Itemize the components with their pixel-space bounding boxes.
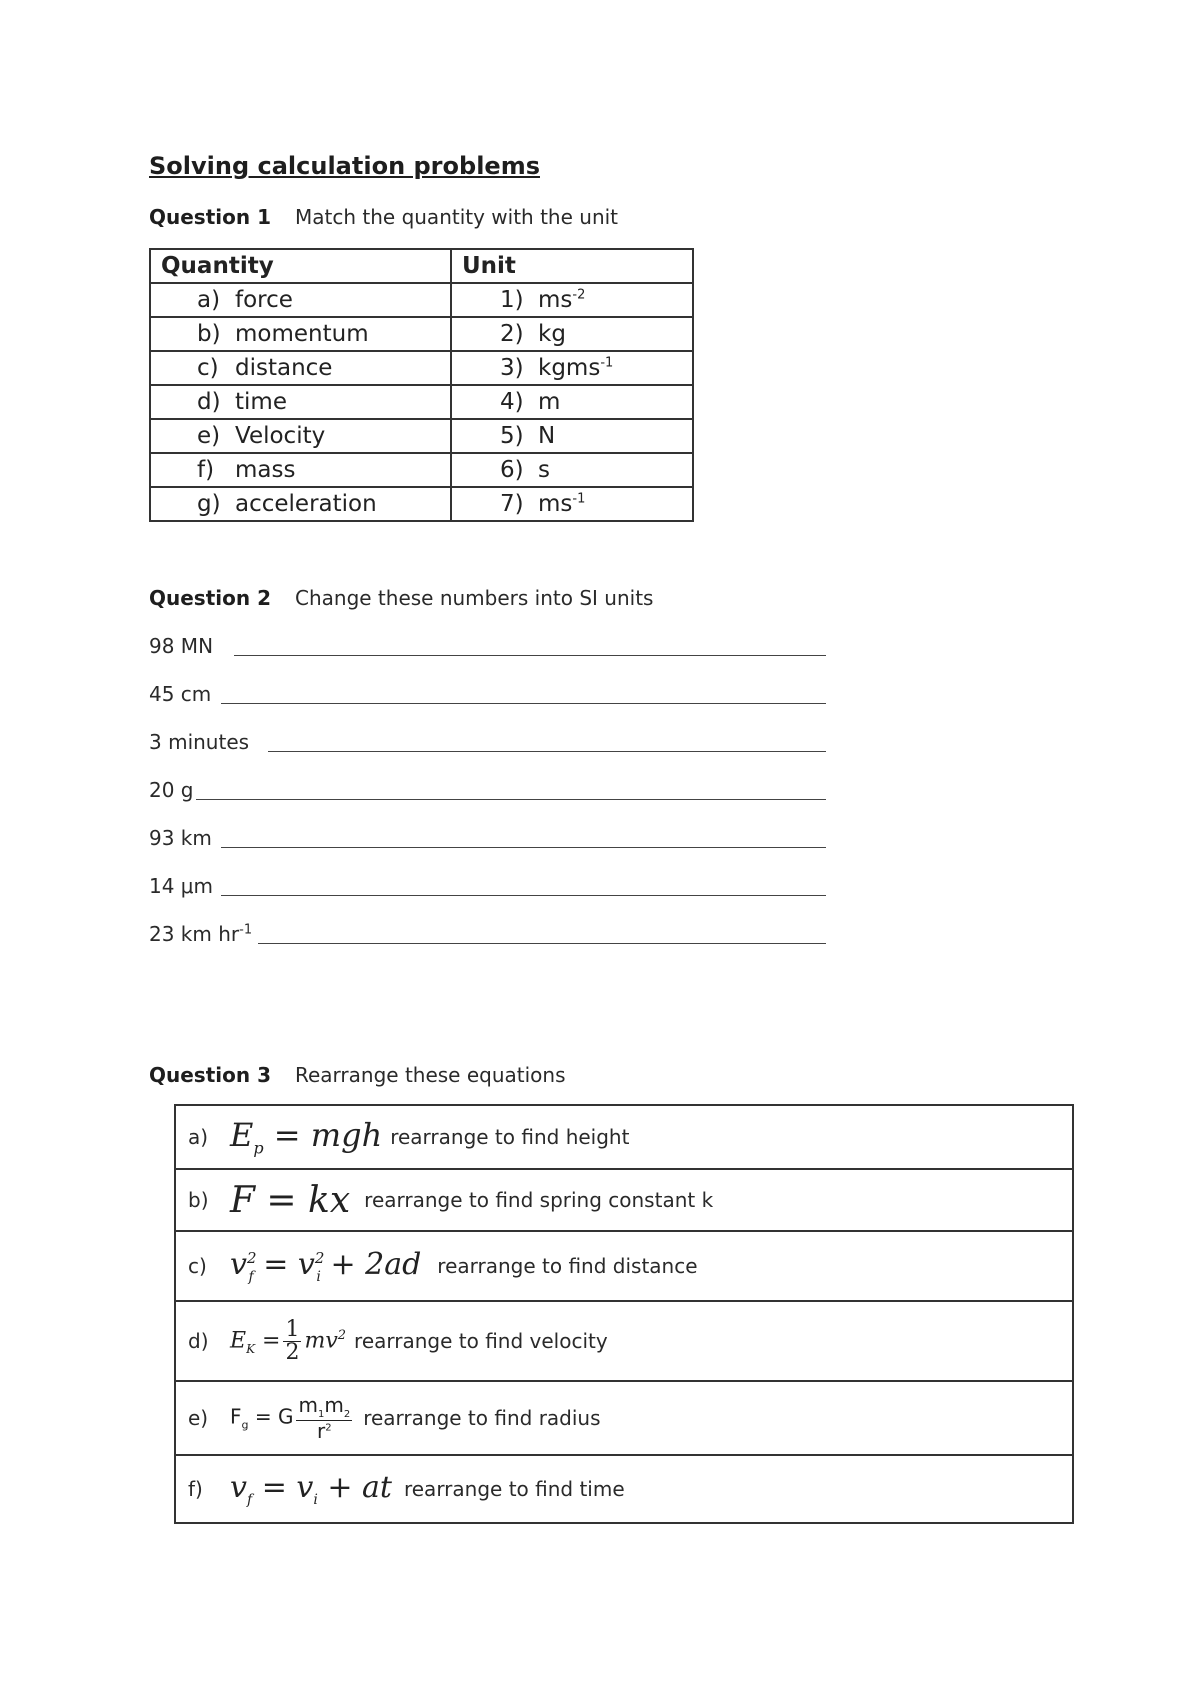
quantity-cell: c) distance xyxy=(150,351,451,385)
task-text: rearrange to find spring constant k xyxy=(364,1188,714,1212)
page-title: Solving calculation problems xyxy=(149,152,540,180)
unit-cell: 1) $ms^{-2}$ xyxy=(451,283,693,317)
row-label: f) xyxy=(188,1477,203,1501)
equation: F = kx xyxy=(230,1179,351,1221)
quantity-cell: f) mass xyxy=(150,453,451,487)
quantity-unit-table xyxy=(149,248,694,522)
q2-item: 98 MN xyxy=(149,634,214,658)
answer-line[interactable] xyxy=(221,895,826,896)
quantity-unit-row xyxy=(150,487,693,521)
answer-line[interactable] xyxy=(234,655,826,656)
equations-table xyxy=(174,1104,1074,1524)
q2-item: 3 minutes xyxy=(149,730,250,754)
equation-row xyxy=(176,1232,1072,1302)
quantity-cell: b) momentum xyxy=(150,317,451,351)
row-label: a) xyxy=(188,1125,209,1149)
equation: $F_g = G$ $\frac{m_1m_2}{r^2}$ xyxy=(230,1393,351,1443)
equation-row xyxy=(176,1382,1072,1456)
q3-heading: Question 3 xyxy=(149,1063,271,1087)
q2-item: 45 cm xyxy=(149,682,212,706)
col-unit: Unit xyxy=(451,249,693,283)
q1-instruction: Match the quantity with the unit xyxy=(295,205,619,229)
quantity-cell: d) time xyxy=(150,385,451,419)
quantity-unit-row xyxy=(150,419,693,453)
quantity-cell: e) Velocity xyxy=(150,419,451,453)
quantity-unit-row xyxy=(150,283,693,317)
q2-item: 14 μm xyxy=(149,874,214,898)
q3-instruction: Rearrange these equations xyxy=(295,1063,566,1087)
equation: $v^2_f = v^2_i + 2ad$ xyxy=(230,1247,422,1285)
q2-instruction: Change these numbers into SI units xyxy=(295,586,654,610)
answer-line[interactable] xyxy=(258,943,826,944)
equation-row xyxy=(176,1106,1072,1170)
task-text: rearrange to find height xyxy=(390,1125,630,1149)
col-quantity: Quantity xyxy=(150,249,451,283)
equation-row xyxy=(176,1170,1072,1232)
q2-heading: Question 2 xyxy=(149,586,271,610)
q2-item: 20 g xyxy=(149,778,194,802)
q2-item: 23 km hr xyxy=(149,922,240,946)
quantity-unit-row xyxy=(150,453,693,487)
quantity-unit-row xyxy=(150,385,693,419)
unit-cell: 6) s xyxy=(451,453,693,487)
unit-cell: 3) kgms$^{-1}$ xyxy=(451,351,693,385)
equation-row xyxy=(176,1456,1072,1522)
task-text: rearrange to find radius xyxy=(363,1406,601,1430)
answer-line[interactable] xyxy=(221,847,826,848)
answer-line[interactable] xyxy=(268,751,826,752)
row-label: b) xyxy=(188,1188,209,1212)
q2-item-last xyxy=(149,922,252,946)
quantity-cell: g) acceleration xyxy=(150,487,451,521)
task-text: rearrange to find velocity xyxy=(354,1329,608,1353)
q2-item: 93 km xyxy=(149,826,212,850)
equation-row xyxy=(176,1302,1072,1382)
quantity-unit-row xyxy=(150,317,693,351)
task-text: rearrange to find time xyxy=(403,1477,625,1501)
unit-cell: 5) N xyxy=(451,419,693,453)
unit-cell: 4) m xyxy=(451,385,693,419)
equation: $E_K$ = $\frac{1}{2}$ $mv^2$ xyxy=(230,1316,347,1365)
answer-line[interactable] xyxy=(196,799,826,800)
row-label: e) xyxy=(188,1406,209,1430)
q2-item-sup: -1 xyxy=(239,922,253,938)
answer-line[interactable] xyxy=(221,703,826,704)
equation: $E_p$ = mgh xyxy=(230,1116,383,1158)
task-text: rearrange to find distance xyxy=(437,1254,698,1278)
unit-cell: 2) kg xyxy=(451,317,693,351)
unit-cell: 7) $ms^{-1}$ xyxy=(451,487,693,521)
quantity-cell: a) force xyxy=(150,283,451,317)
row-label: c) xyxy=(188,1254,207,1278)
quantity-unit-row xyxy=(150,351,693,385)
equation: $v_f = v_i$ + at xyxy=(230,1470,392,1508)
row-label: d) xyxy=(188,1329,209,1353)
q1-heading: Question 1 xyxy=(149,205,271,229)
